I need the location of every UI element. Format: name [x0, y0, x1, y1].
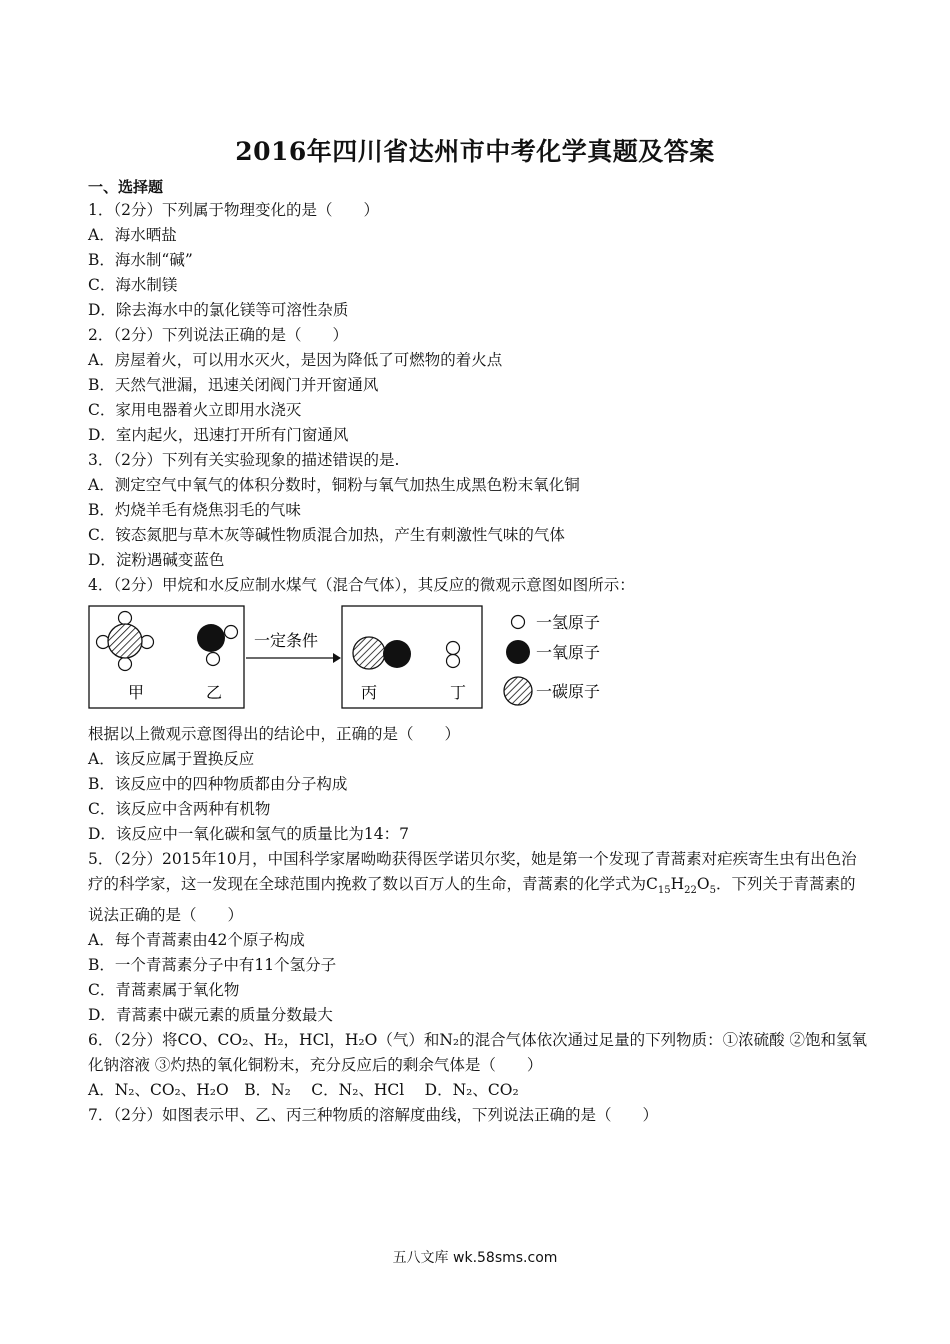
label-yi: 乙 [206, 683, 223, 702]
q2-stem: 2．（2分）下列说法正确的是（ ） [88, 326, 348, 344]
methane-molecule [97, 612, 154, 671]
q5-option-b: B．一个青蒿素分子中有11个氢分子 [88, 956, 337, 975]
reaction-diagram-svg [88, 604, 648, 712]
q1-option-d: D．除去海水中的氯化镁等可溶性杂质 [88, 301, 349, 319]
q7-stem: 7．（2分）如图表示甲、乙、丙三种物质的溶解度曲线，下列说法正确的是（ ） [88, 1106, 658, 1125]
q6-options: A．N₂、CO₂、H₂O B．N₂ C．N₂、HCl D．N₂、CO₂ [88, 1081, 519, 1100]
q5-option-a: A．每个青蒿素由42个原子构成 [88, 931, 305, 950]
q5-option-d: D．青蒿素中碳元素的质量分数最大 [88, 1006, 333, 1025]
q2-option-b: B．天然气泄漏，迅速关闭阀门并开窗通风 [88, 376, 379, 394]
question-list [88, 198, 868, 1128]
arrow-label: 一定条件 [254, 631, 319, 650]
q4-option-c: C．该反应中含两种有机物 [88, 800, 271, 818]
q5-h: H [670, 875, 685, 893]
q4-option-d: D．该反应中一氧化碳和氢气的质量比为14：7 [88, 825, 410, 843]
q5-o: O [696, 875, 710, 893]
legend-carbon-icon [504, 677, 532, 705]
co-molecule [353, 637, 411, 669]
q5-stem-part2: ．下列关于青蒿素的说法正确的是（ ） [88, 875, 856, 925]
q5-stem-part1: 5．（2分）2015年10月，中国科学家屠呦呦获得医学诺贝尔奖，她是第一个发现了青蒿素对疟疾寄生虫有出色治疗的科学家，这一发现在全球范围内挽救了数以百万人的生命，青蒿素的化学式为C [88, 850, 857, 893]
q5-sub-c: 15 [657, 885, 671, 897]
footer-watermark: 五八文库 wk.58sms.com [392, 1250, 558, 1266]
arrow-head [333, 653, 341, 663]
q3-option-b: B．灼烧羊毛有烧焦羽毛的气味 [88, 501, 301, 519]
reaction-diagram [88, 604, 648, 712]
q3-option-d: D．淀粉遇碱变蓝色 [88, 551, 225, 569]
q1-option-b: B．海水制“碱” [88, 251, 193, 269]
label-ding: 丁 [450, 683, 467, 702]
q2-option-a: A．房屋着火，可以用水灭火，是因为降低了可燃物的着火点 [88, 351, 503, 369]
legend-hydrogen-icon [512, 616, 525, 629]
label-bing: 丙 [361, 683, 378, 702]
q2-option-d: D．室内起火，迅速打开所有门窗通风 [88, 426, 349, 444]
section-heading: 一、选择题 [88, 178, 164, 196]
q1-stem: 1．（2分）下列属于物理变化的是（ ） [88, 201, 379, 219]
q5-sub-o: 5 [709, 885, 716, 897]
water-molecule [197, 624, 238, 666]
q6-stem: 6．（2分）将CO、CO₂、H₂，HCl，H₂O（气）和N₂的混合气体依次通过足量的下列物质：①浓硫酸 ②饱和氢氧化钠溶液 ③灼热的氧化铜粉末，充分反应后的剩余气体是（ ） [88, 1031, 868, 1075]
q1-option-a: A．海水晒盐 [88, 226, 177, 244]
q4-stem2: 根据以上微观示意图得出的结论中，正确的是（ ） [88, 725, 461, 743]
q3-stem: 3．（2分）下列有关实验现象的描述错误的是. [88, 451, 400, 469]
q2-option-c: C．家用电器着火立即用水浇灭 [88, 401, 302, 419]
legend-hydrogen: 一氢原子 [536, 613, 601, 632]
q3-option-c: C．铵态氮肥与草木灰等碱性物质混合加热，产生有刺激性气味的气体 [88, 526, 565, 544]
h2-molecule [447, 642, 460, 668]
legend [504, 613, 600, 705]
q5-option-c: C．青蒿素属于氧化物 [88, 981, 240, 1000]
q3-option-a: A．测定空气中氧气的体积分数时，铜粉与氧气加热生成黑色粉末氧化铜 [88, 476, 580, 494]
q1-option-c: C．海水制镁 [88, 276, 178, 294]
label-jia: 甲 [128, 683, 145, 702]
legend-oxygen: 一氧原子 [536, 643, 601, 662]
q4-option-b: B．该反应中的四种物质都由分子构成 [88, 775, 348, 793]
page-title: 2016年四川省达州市中考化学真题及答案 [235, 137, 715, 166]
legend-oxygen-icon [506, 640, 530, 664]
q5-stem [88, 847, 868, 928]
q5-sub-h: 22 [684, 885, 697, 897]
legend-carbon: 一碳原子 [536, 682, 601, 701]
q4-stem: 4．（2分）甲烷和水反应制水煤气（混合气体），其反应的微观示意图如图所示： [88, 576, 635, 594]
q4-option-a: A．该反应属于置换反应 [88, 750, 255, 768]
